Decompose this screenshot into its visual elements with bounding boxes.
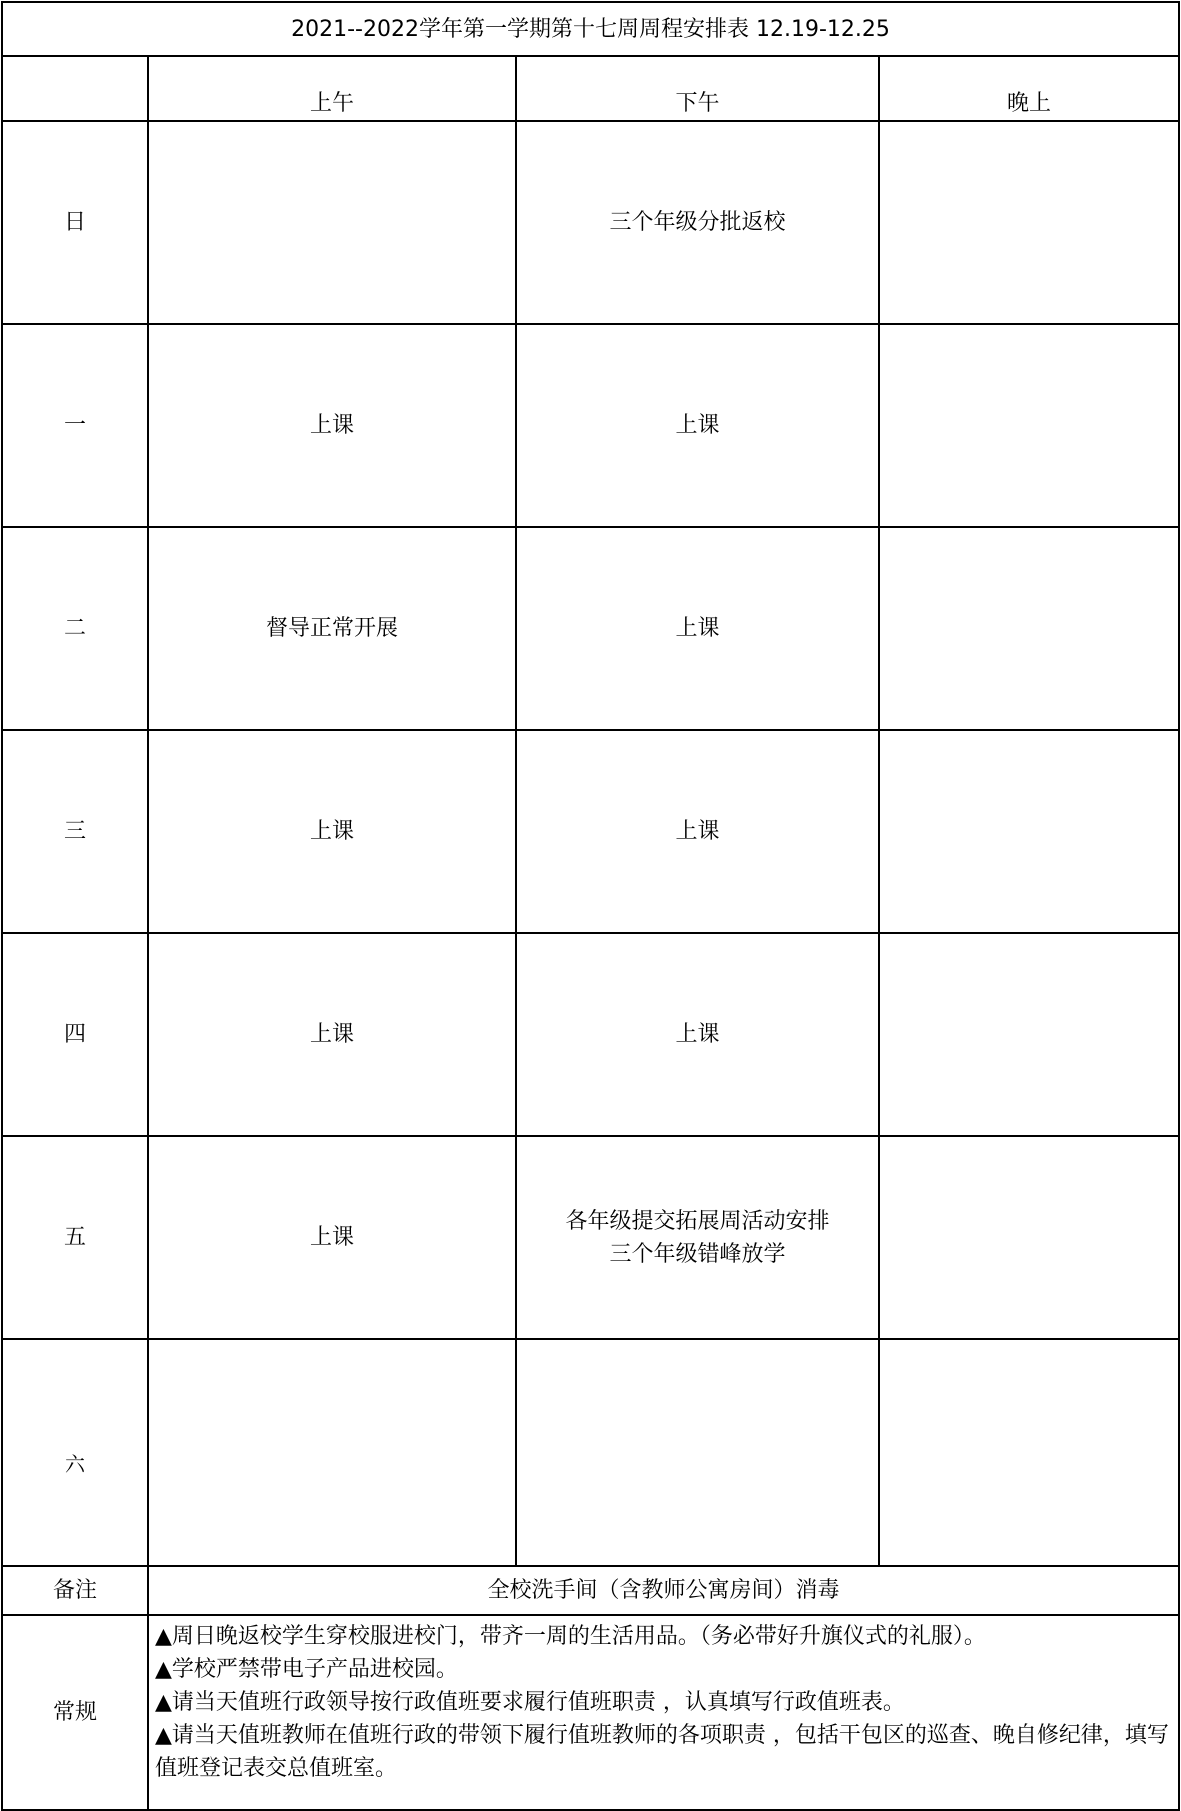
cell-afternoon [516,1136,879,1339]
cell-text: 上课 [309,819,354,844]
day-row [2,933,1179,1136]
rules-cell [148,1615,1179,1810]
cell-morning [148,730,516,933]
cell-afternoon [516,1339,879,1566]
cell-text: 上课 [675,616,720,641]
cell-text: 上课 [309,1022,354,1047]
day-label: 日 [2,121,148,324]
notes-text: 全校洗手间（含教师公寓房间）消毒 [148,1566,1179,1615]
day-row [2,527,1179,730]
cell-afternoon [516,324,879,527]
day-row [2,324,1179,527]
cell-evening [879,730,1179,933]
cell-morning [148,1136,516,1339]
cell-morning [148,933,516,1136]
header-corner [2,56,148,121]
cell-morning [148,121,516,324]
cell-evening [879,1136,1179,1339]
cell-text: 三个年级错峰放学 [609,1241,786,1267]
day-row [2,1339,1179,1566]
rule-item: ▲请当天值班行政领导按行政值班要求履行值班职责 ，认真填写行政值班表。 [155,1690,905,1715]
cell-text: 上课 [309,1225,354,1250]
cell-text: 各年级提交拓展周活动安排 [565,1208,830,1234]
cell-afternoon [516,730,879,933]
cell-evening [879,527,1179,730]
cell-text: 上课 [675,819,720,844]
rules-label: 常规 [2,1615,148,1810]
day-row [2,1136,1179,1339]
day-label: 四 [2,933,148,1136]
cell-evening [879,121,1179,324]
cell-text: 上课 [309,413,354,438]
cell-morning [148,527,516,730]
cell-evening [879,324,1179,527]
header-evening: 晚上 [879,56,1179,121]
day-label: 六 [2,1339,148,1566]
cell-text: 三个年级分批返校 [609,210,786,235]
day-label: 三 [2,730,148,933]
cell-text: 督导正常开展 [265,616,398,641]
cell-text: 上课 [675,413,720,438]
day-label: 五 [2,1136,148,1339]
cell-evening [879,1339,1179,1566]
cell-evening [879,933,1179,1136]
rule-item: ▲学校严禁带电子产品进校园。 [155,1657,458,1682]
cell-morning [148,324,516,527]
day-row [2,730,1179,933]
cell-text: 上课 [675,1022,720,1047]
day-label: 一 [2,324,148,527]
cell-afternoon [516,933,879,1136]
rule-item: ▲周日晚返校学生穿校服进校门，带齐一周的生活用品。（务必带好升旗仪式的礼服）。 [155,1624,986,1649]
day-label: 二 [2,527,148,730]
cell-morning [148,1339,516,1566]
cell-afternoon [516,527,879,730]
day-row [2,121,1179,324]
table-title: 2021--2022学年第一学期第十七周周程安排表 12.19-12.25 [2,2,1179,56]
rule-item: ▲请当天值班教师在值班行政的带领下履行值班教师的各项职责 ，包括干包区的巡查、晚自修纪律，填写值班登记表交总值班室。 [155,1723,1169,1781]
header-afternoon: 下午 [516,56,879,121]
notes-label: 备注 [2,1566,148,1615]
cell-afternoon [516,121,879,324]
header-morning: 上午 [148,56,516,121]
schedule-table [1,1,1180,1811]
